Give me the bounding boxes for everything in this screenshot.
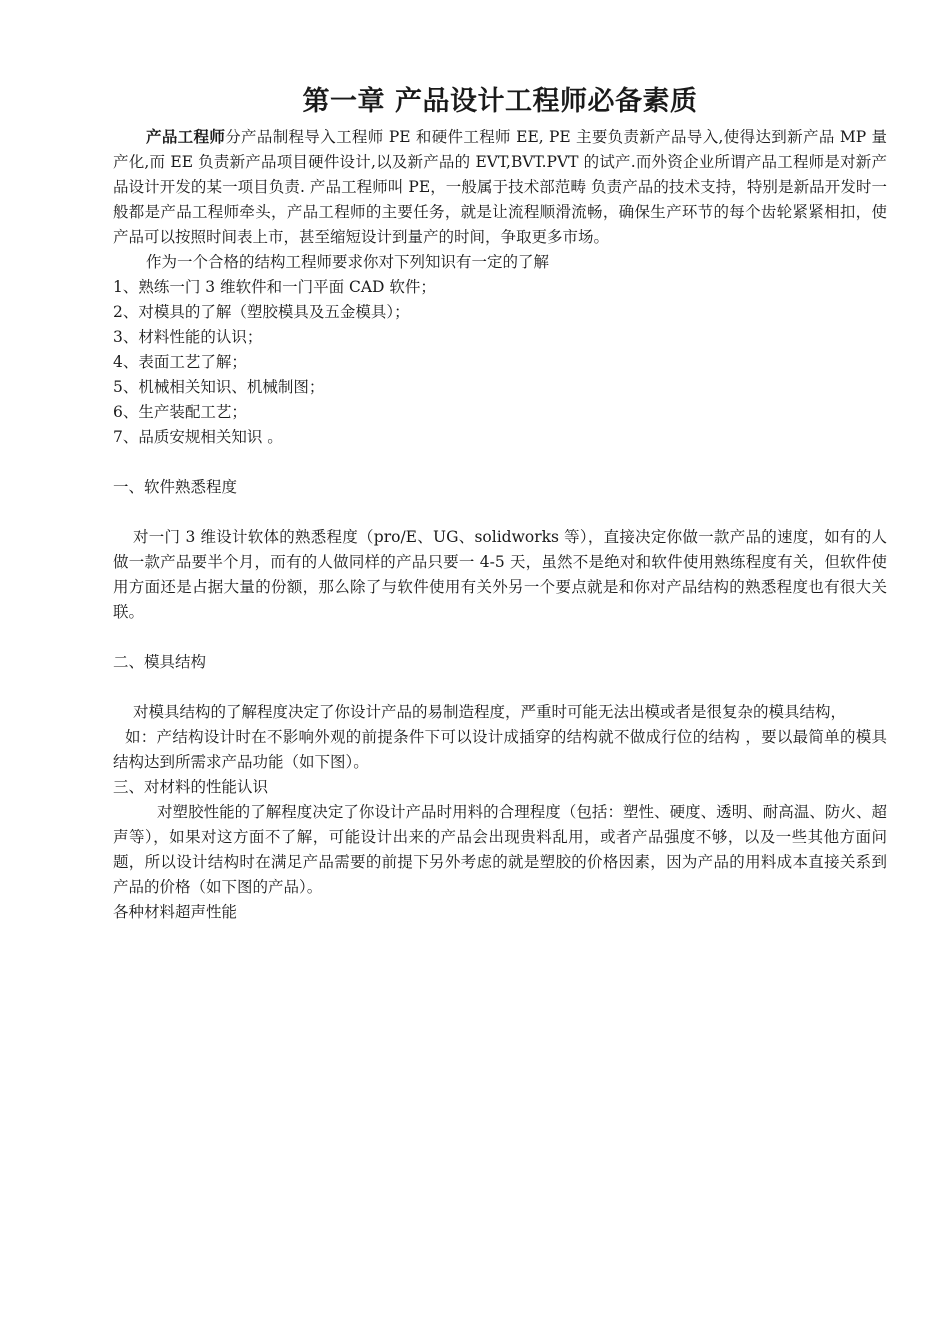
section-body-mold-2: 如：产结构设计时在不影响外观的前提条件下可以设计成插穿的结构就不做成行位的结构 ，要以最简单的模具结构达到所需求产品功能（如下图）。 xyxy=(113,728,887,771)
list-item: 3、材料性能的认识； xyxy=(113,328,263,346)
spacer xyxy=(113,500,887,525)
list-item: 2、对模具的了解（塑胶模具及五金模具）； xyxy=(113,303,410,321)
intro-term: 产品工程师 xyxy=(146,127,226,146)
document-page xyxy=(113,82,887,925)
spacer xyxy=(113,450,887,475)
list-item: 6、生产装配工艺； xyxy=(113,403,247,421)
list-item: 4、表面工艺了解； xyxy=(113,353,247,371)
spacer xyxy=(113,625,887,650)
knowledge-intro: 作为一个合格的结构工程师要求你对下列知识有一定的了解 xyxy=(146,253,550,271)
section-heading-mold: 二、模具结构 xyxy=(113,653,207,671)
section-heading-material: 三、对材料的性能认识 xyxy=(113,778,269,796)
spacer xyxy=(113,675,887,700)
intro-paragraph xyxy=(113,124,887,250)
figure-caption: 各种材料超声性能 xyxy=(113,903,238,921)
list-item: 7、品质安规相关知识 。 xyxy=(113,428,283,446)
chapter-title: 第一章 产品设计工程师必备素质 xyxy=(302,86,698,117)
intro-text: 分产品制程导入工程师 PE 和硬件工程师 EE, PE 主要负责新产品导入,使得达到新产品 MP 量产化,而 EE 负责新产品项目硬件设计,以及新产品的 EVT,BVT.PVT 的试产.而外资企业所谓产品工程师是对新产品设计开发的某一项目负责. 产品工程师叫 PE，一般属于技术部范畴 负责产品的技术支持，特别是新品开发时一般都是产品工程师牵头，产品工程师的主要任务，就是让流程顺滑流畅，确保生产环节的每个齿轮紧紧相扣，使产品可以按照时间表上市，甚至缩短设计到量产的时间，争取更多市场。 xyxy=(113,128,887,246)
section-body-material: 对塑胶性能的了解程度决定了你设计产品时用料的合理程度（包括：塑性、硬度、透明、耐高温、防火、超声等），如果对这方面不了解，可能设计出来的产品会出现贵料乱用，或者产品强度不够，以及一些其他方面问题，所以设计结构时在满足产品需要的前提下另外考虑的就是塑胶的价格因素，因为产品的用料成本直接关系到产品的价格（如下图的产品）。 xyxy=(113,803,887,896)
list-item: 1、熟练一门 3 维软件和一门平面 CAD 软件； xyxy=(113,278,436,296)
section-body-mold-1: 对模具结构的了解程度决定了你设计产品的易制造程度，严重时可能无法出模或者是很复杂的模具结构， xyxy=(133,703,847,721)
list-item: 5、机械相关知识、机械制图； xyxy=(113,378,325,396)
section-heading-software: 一、软件熟悉程度 xyxy=(113,478,238,496)
knowledge-list xyxy=(113,275,887,450)
section-body-software: 对一门 3 维设计软体的熟悉程度（pro/E、UG、solidworks 等），直接决定你做一款产品的速度，如有的人做一款产品要半个月，而有的人做同样的产品只要一 4-5 天，虽然不是绝对和软件使用熟练程度有关，但软件使用方面还是占据大量的份额，那么除了与软件使用有关外另一个要点就是和你对产品结构的熟悉程度也有很大关联。 xyxy=(113,528,887,621)
